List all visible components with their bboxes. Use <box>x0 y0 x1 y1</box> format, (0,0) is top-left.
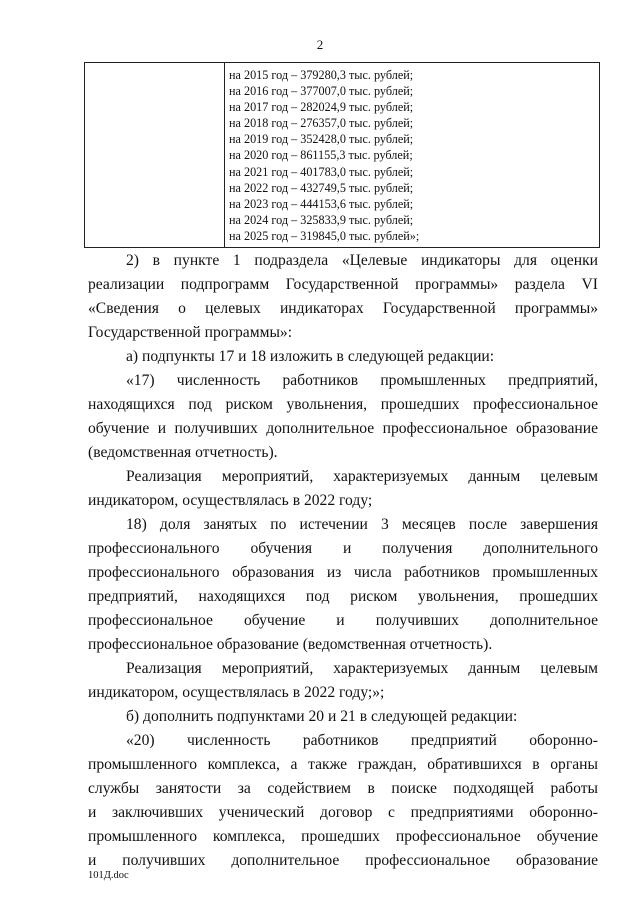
funding-line: на 2024 год – 325833,9 тыс. рублей; <box>229 212 414 227</box>
text-line: 2) в пункте 1 подраздела «Целевые индикаторы для оценки <box>126 252 598 269</box>
text-line: «20) численность работников предприятий оборонно- <box>126 732 598 749</box>
funding-line: на 2015 год – 379280,3 тыс. рублей; <box>229 68 414 82</box>
text-line: Реализация мероприятий, характеризуемых данным целевым <box>126 660 598 677</box>
funding-line: на 2022 год – 432749,5 тыс. рублей; <box>229 180 414 195</box>
text-line: 18) доля занятых по истечении 3 месяцев после завершения <box>126 516 598 533</box>
footer-filename: 101Д.doc <box>88 870 129 881</box>
text-line: промышленного комплекса, а также граждан, обратившихся в органы <box>88 756 598 773</box>
text-line: промышленного комплекса, прошедших профессиональное обучение <box>88 828 598 845</box>
text-line: б) дополнить подпунктами 20 и 21 в следующей редакции: <box>126 708 518 725</box>
text-line: а) подпункты 17 и 18 изложить в следующей редакции: <box>126 348 495 365</box>
funding-line: на 2020 год – 861155,3 тыс. рублей; <box>229 148 413 163</box>
text-line: и получивших дополнительное профессиональное образование <box>88 852 598 869</box>
text-line: профессионального обучения и получения дополнительного <box>88 540 598 557</box>
funding-line: на 2023 год – 444153,6 тыс. рублей; <box>229 196 414 211</box>
text-line: профессионального образования из числа работников промышленных <box>88 564 598 581</box>
funding-line: на 2019 год – 352428,0 тыс. рублей; <box>229 132 414 147</box>
text-line: и заключивших ученический договор с предприятиями оборонно- <box>88 804 598 821</box>
funding-table-right-cell <box>225 63 599 247</box>
text-line: предприятий, находящихся под риском увольнения, прошедших <box>88 588 598 605</box>
document-body <box>88 249 598 873</box>
text-line: индикатором, осуществлялась в 2022 году;»; <box>88 684 385 701</box>
funding-line: на 2016 год – 377007,0 тыс. рублей; <box>229 84 414 99</box>
funding-table <box>84 62 600 248</box>
text-line: службы занятости за содействием в поиске подходящей работы <box>88 780 598 797</box>
text-line: профессиональное образование (ведомственная отчетность). <box>88 636 493 653</box>
text-line: обучение и получивших дополнительное профессиональное образование <box>88 420 598 437</box>
funding-line: на 2017 год – 282024,9 тыс. рублей; <box>229 100 414 115</box>
funding-line: на 2018 год – 276357,0 тыс. рублей; <box>229 116 414 131</box>
page-number: 2 <box>316 37 324 52</box>
text-line: индикатором, осуществлялась в 2022 году; <box>88 492 373 509</box>
text-line: «17) численность работников промышленных предприятий, <box>126 372 598 389</box>
text-line: Реализация мероприятий, характеризуемых данным целевым <box>126 468 598 485</box>
text-line: находящихся под риском увольнения, прошедших профессиональное <box>88 396 598 413</box>
funding-line: на 2021 год – 401783,0 тыс. рублей; <box>229 164 414 179</box>
funding-table-left-cell <box>85 63 225 247</box>
funding-line: на 2025 год – 319845,0 тыс. рублей»; <box>229 228 420 243</box>
text-line: (ведомственная отчетность). <box>88 444 278 461</box>
text-line: Государственной программы»: <box>88 324 293 341</box>
text-line: «Сведения о целевых индикаторах Государственной программы» <box>88 300 598 317</box>
text-line: реализации подпрограмм Государственной программы» раздела VI <box>88 276 598 293</box>
text-line: профессиональное обучение и получивших дополнительное <box>88 612 598 629</box>
